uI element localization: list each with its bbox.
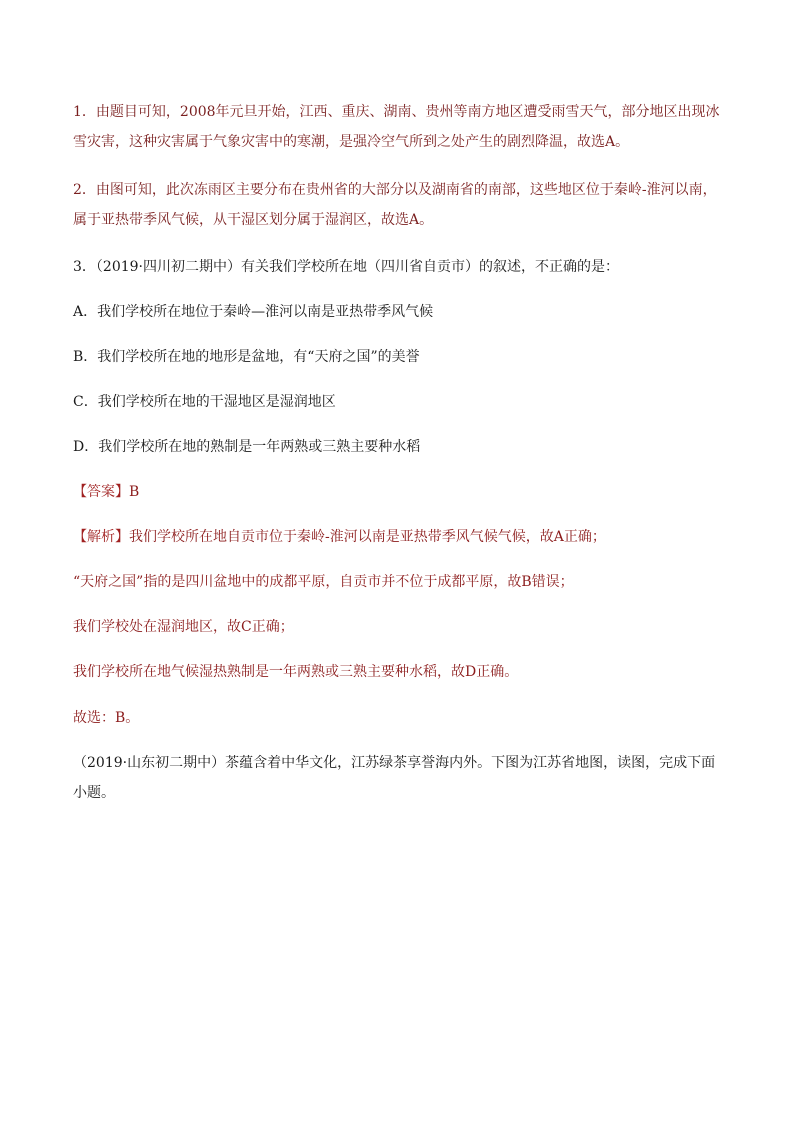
question-3-stem: 3．（2019·四川初二期中）有关我们学校所在地（四川省自贡市）的叙述，不正确的是： — [73, 259, 619, 275]
option-b: B．我们学校所在地的地形是盆地，有“天府之国”的美誉 — [73, 349, 420, 365]
answer-explanation-2: 2．由图可知，此次冻雨区主要分布在贵州省的大部分以及湖南省的南部，这些地区位于秦岭-淮河以南，属于亚热带季风气候，从干湿区划分属于湿润区，故选A。 — [73, 182, 717, 228]
analysis-text-1: 我们学校所在地自贡市位于秦岭-淮河以南是亚热带季风气候气候，故A正确； — [129, 529, 606, 545]
answer-value: B — [129, 484, 140, 500]
option-a: A．我们学校所在地位于秦岭—淮河以南是亚热带季风气候 — [73, 304, 434, 320]
option-d: D．我们学校所在地的熟制是一年两熟或三熟主要种水稻 — [73, 439, 421, 455]
answer-label: 【答案】 — [73, 484, 129, 500]
answer-line — [73, 477, 725, 507]
question-4-stem: （2019·山东初二期中）茶蕴含着中华文化，江苏绿茶享誉海内外。下图为江苏省地图，读图，完成下面小题。 — [73, 755, 716, 801]
analysis-line-4: 我们学校所在地气候湿热熟制是一年两熟或三熟主要种水稻，故D正确。 — [73, 664, 519, 680]
analysis-label: 【解析】 — [73, 529, 129, 545]
analysis-line-1 — [73, 522, 725, 552]
option-c: C．我们学校所在地的干湿地区是湿润地区 — [73, 394, 336, 410]
analysis-line-2: “天府之国”指的是四川盆地中的成都平原，自贡市并不位于成都平原，故B错误； — [73, 574, 574, 590]
analysis-line-3: 我们学校处在湿润地区，故C正确； — [73, 619, 294, 635]
final-choice: 故选：B。 — [73, 710, 140, 726]
answer-explanation-1: 1．由题目可知，2008年元旦开始，江西、重庆、湖南、贵州等南方地区遭受雨雪天气，部分地区出现冰雪灾害，这种灾害属于气象灾害中的寒潮，是强冷空气所到之处产生的剧烈降温，故选A。 — [73, 104, 720, 150]
